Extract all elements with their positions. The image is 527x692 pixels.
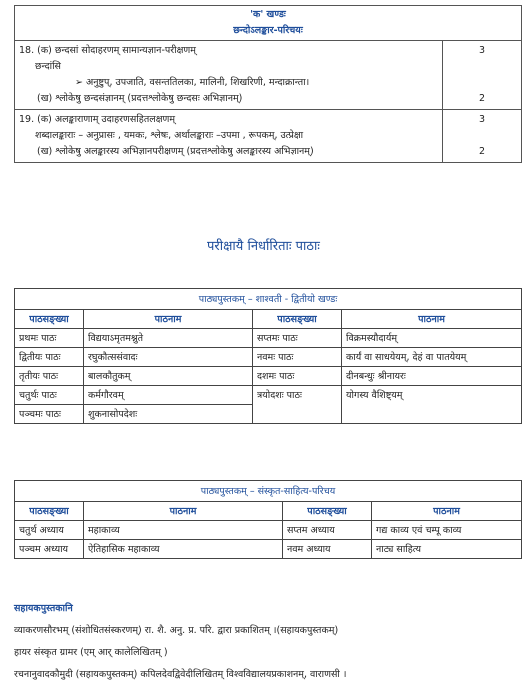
table-cell: विद्ययाऽमृतमश्नुते xyxy=(84,329,253,348)
column-header: पाठसङ्ख्या xyxy=(15,502,84,521)
table-title: पाठ्यपुस्तकम् – शाश्वती - द्वितीयो खण्डः xyxy=(15,289,522,310)
table-cell: नवम अध्याय xyxy=(283,540,372,559)
table-cell: सप्तम अध्याय xyxy=(283,521,372,540)
q18-mark-a: 3 xyxy=(478,45,486,56)
reference-book-item: हायर संस्कृत ग्रामर (एम् आर् कालेलिखितम् ) xyxy=(14,647,168,658)
column-header: पाठसङ्ख्या xyxy=(283,502,372,521)
reference-books-heading: सहायकपुस्तकानि xyxy=(14,603,73,614)
reference-book-item: व्याकरणसौरभम् (संशोधितसंस्करणम्) रा. शै. अनु. प्र. परि. द्वारा प्रकाशितम् ।(सहायकपुस्तकम्) xyxy=(14,625,339,636)
sahitya-parichaya-table xyxy=(14,480,522,559)
column-header: पाठनाम xyxy=(342,310,522,329)
shashwati-lessons-table xyxy=(14,288,522,424)
question-19-content xyxy=(15,110,443,163)
table-cell: चतुर्थः पाठः xyxy=(15,386,84,405)
section-header-row xyxy=(15,6,522,41)
q19-mark-a: 3 xyxy=(478,114,486,125)
table-header-row xyxy=(15,502,522,521)
table-cell: नवमः पाठः xyxy=(253,348,342,367)
table-row xyxy=(15,367,522,386)
question-19-marks xyxy=(443,110,522,163)
table-cell: विक्रमस्यौदार्यम् xyxy=(342,329,522,348)
table-cell: बालकौतुकम् xyxy=(84,367,253,386)
table-cell: पञ्चम अध्याय xyxy=(15,540,84,559)
q18-chhandamsi: छन्दांसि xyxy=(35,61,61,72)
section-title: 'क' खण्डः xyxy=(250,9,286,20)
table-row xyxy=(15,348,522,367)
table-cell: रघुकौत्ससंवादः xyxy=(84,348,253,367)
table-cell: कर्मगौरवम् xyxy=(84,386,253,405)
table-cell: पञ्चमः पाठः xyxy=(15,405,84,424)
question-18-content xyxy=(15,41,443,110)
table-cell: प्रथमः पाठः xyxy=(15,329,84,348)
table-row xyxy=(15,386,522,405)
table-cell: महाकाव्य xyxy=(84,521,283,540)
table-cell: दशमः पाठः xyxy=(253,367,342,386)
q19-mark-b: 2 xyxy=(478,146,486,157)
q19-part-a: 19. (क) अलङ्काराणाम् उदाहरणसहितलक्षणम् xyxy=(19,114,176,125)
table-cell: ऐतिहासिक महाकाव्य xyxy=(84,540,283,559)
table-cell: नाट्य साहित्य xyxy=(372,540,522,559)
question-19-row xyxy=(15,110,522,163)
table-cell: योगस्य वैशिष्ट्यम् xyxy=(342,386,522,424)
reference-books xyxy=(14,598,522,686)
table-title-row xyxy=(15,289,522,310)
reference-book-item: रचनानुवादकौमुदी (सहायकपुस्तकम्) कपिलदेवद्विवेदीलिखितम् विश्वविद्यालयप्रकाशनम्, वाराणसी । xyxy=(14,669,347,680)
table-cell: द्वितीयः पाठः xyxy=(15,348,84,367)
column-header: पाठनाम xyxy=(372,502,522,521)
q18-part-b: (ख) श्लोकेषु छन्दसंज्ञानम् (प्रदत्तश्लोकेषु छन्दसः अभिज्ञानम्) xyxy=(37,93,243,104)
question-18-marks xyxy=(443,41,522,110)
table-row xyxy=(15,540,522,559)
prescribed-lessons-heading: परीक्षायै निर्धारिताः पाठाः xyxy=(207,239,320,254)
table-row xyxy=(15,521,522,540)
column-header: पाठनाम xyxy=(84,502,283,521)
q19-part-b: (ख) श्लोकेषु अलङ्कारस्य अभिज्ञानपरीक्षणम् (प्रदत्तश्लोकेषु अलङ्कारस्य अभिज्ञानम्) xyxy=(37,146,314,157)
table-row xyxy=(15,329,522,348)
table-title: पाठ्यपुस्तकम् – संस्कृत-साहित्य-परिचय xyxy=(15,481,522,502)
table-cell: शुकनासोपदेशः xyxy=(84,405,253,424)
table-cell: सप्तमः पाठः xyxy=(253,329,342,348)
section-header-cell xyxy=(15,6,522,41)
table-cell: त्रयोदशः पाठः xyxy=(253,386,342,424)
table-header-row xyxy=(15,310,522,329)
table-cell: तृतीयः पाठः xyxy=(15,367,84,386)
table-cell: कार्यं वा साधयेयम्, देहं वा पातयेयम् xyxy=(342,348,522,367)
chhanda-alankara-table xyxy=(14,5,522,163)
table-title-row xyxy=(15,481,522,502)
q18-part-a: 18. (क) छन्दसां सोदाहरणम् सामान्यज्ञान-परीक्षणम् xyxy=(19,45,196,56)
q18-meter-list: ➢ अनुष्टुप्, उपजाति, वसन्ततिलका, मालिनी, शिखरिणी, मन्दाक्रान्ता। xyxy=(75,77,310,88)
table-cell: दीनबन्धुः श्रीनायरः xyxy=(342,367,522,386)
section-subtitle: छन्दोऽलङ्कार-परिचयः xyxy=(233,25,303,36)
table-cell: चतुर्थ अध्याय xyxy=(15,521,84,540)
column-header: पाठनाम xyxy=(84,310,253,329)
q19-alankara-list: शब्दालङ्काराः – अनुप्रासः , यमकः, श्लेषः, अर्थालङ्काराः –उपमा , रूपकम्, उत्प्रेक्षा xyxy=(35,130,304,141)
question-18-row xyxy=(15,41,522,110)
column-header: पाठसङ्ख्या xyxy=(253,310,342,329)
column-header: पाठसङ्ख्या xyxy=(15,310,84,329)
q18-mark-b: 2 xyxy=(478,93,486,104)
table-cell: गद्य काव्य एवं चम्पू काव्य xyxy=(372,521,522,540)
